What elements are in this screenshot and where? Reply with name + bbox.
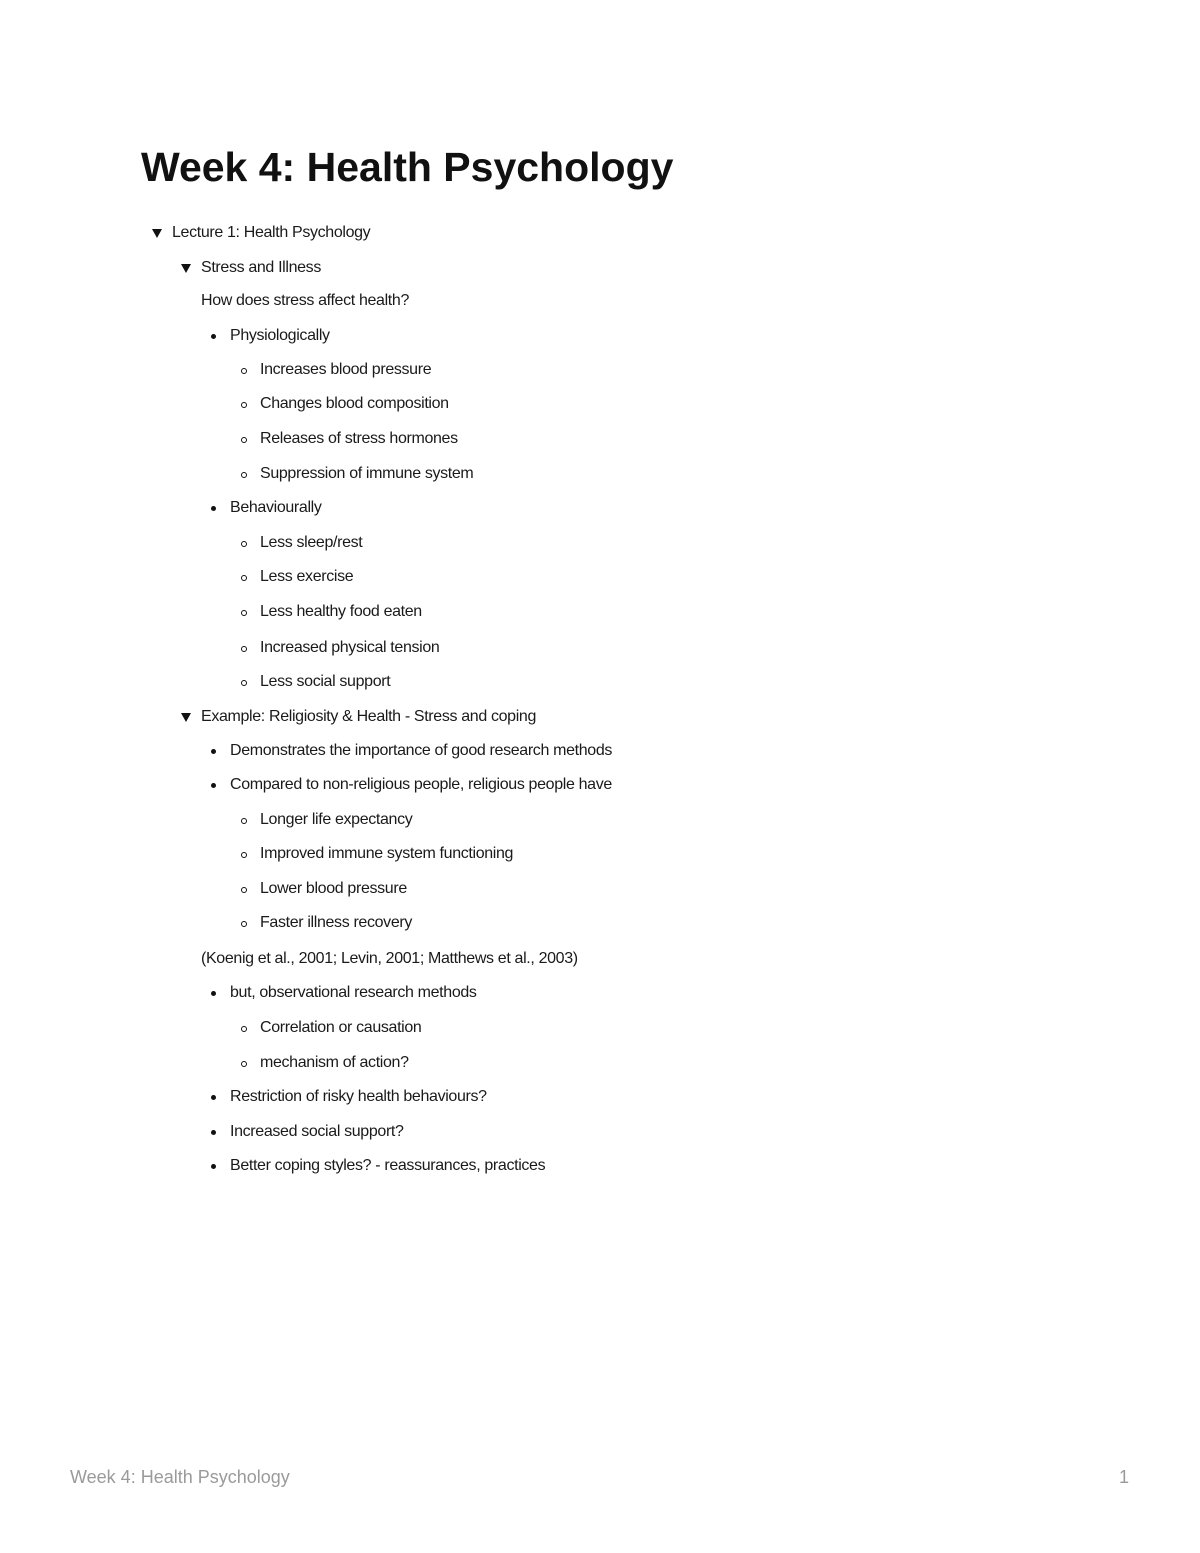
outline-item-text: Releases of stress hormones <box>260 430 458 447</box>
bullet-circle-icon <box>241 437 247 443</box>
list-item <box>241 464 641 484</box>
outline-item-text: Stress and Illness <box>201 259 321 276</box>
outline-item-text: Correlation or causation <box>260 1019 422 1036</box>
bullet-disc-icon <box>211 783 216 788</box>
outline-item-text: Demonstrates the importance of good research methods <box>230 742 613 759</box>
outline-item-text: Behaviourally <box>230 499 322 516</box>
bullet-circle-icon <box>241 575 247 581</box>
outline-item-text: Better coping styles? - reassurances, practices <box>230 1157 546 1174</box>
outline-item-text: (Koenig et al., 2001; Levin, 2001; Matthews et al., 2003) <box>201 950 578 967</box>
outline-item-text: Example: Religiosity & Health - Stress and coping <box>201 708 537 725</box>
bullet-disc-icon <box>211 1164 216 1169</box>
outline-item-text: Less social support <box>260 673 391 690</box>
outline-item-text: Increased physical tension <box>260 639 440 656</box>
outline-toggle-lecture-1[interactable] <box>152 223 452 243</box>
list-item <box>241 533 641 553</box>
list-item <box>241 360 641 380</box>
list-item <box>241 638 641 658</box>
bullet-circle-icon <box>241 541 247 547</box>
list-item <box>211 1156 661 1176</box>
list-item <box>241 602 641 622</box>
list-item <box>211 983 611 1003</box>
bullet-circle-icon <box>241 402 247 408</box>
bullet-circle-icon <box>241 680 247 686</box>
list-item <box>241 429 641 449</box>
bullet-disc-icon <box>211 749 216 754</box>
list-item <box>241 844 641 864</box>
outline-item-text: Lecture 1: Health Psychology <box>172 224 371 241</box>
list-item <box>211 741 711 761</box>
outline-item-text: Changes blood composition <box>260 395 449 412</box>
bullet-circle-icon <box>241 610 247 616</box>
bullet-circle-icon <box>241 852 247 858</box>
citation <box>201 949 701 969</box>
outline-toggle-stress-and-illness[interactable] <box>181 258 481 278</box>
list-item <box>211 1087 611 1107</box>
bullet-circle-icon <box>241 646 247 652</box>
list-item <box>241 879 641 899</box>
outline-toggle-religiosity-example[interactable] <box>181 707 681 727</box>
bullet-circle-icon <box>241 887 247 893</box>
list-item <box>241 913 641 933</box>
bullet-disc-icon <box>211 991 216 996</box>
bullet-circle-icon <box>241 818 247 824</box>
bullet-disc-icon <box>211 1130 216 1135</box>
outline-item-text: Less healthy food eaten <box>260 603 422 620</box>
outline-item-text: Longer life expectancy <box>260 811 413 828</box>
outline-item-text: Compared to non-religious people, religious people have <box>230 776 612 793</box>
list-item <box>211 775 711 795</box>
list-item <box>241 394 641 414</box>
outline-item-text: but, observational research methods <box>230 984 477 1001</box>
bullet-circle-icon <box>241 368 247 374</box>
outline-item-text: Less sleep/rest <box>260 534 363 551</box>
bullet-disc-icon <box>211 334 216 339</box>
bullet-circle-icon <box>241 1061 247 1067</box>
list-item <box>241 672 641 692</box>
triangle-down-icon[interactable] <box>181 264 191 273</box>
bullet-disc-icon <box>211 1095 216 1100</box>
outline-item-text: Improved immune system functioning <box>260 845 514 862</box>
bullet-circle-icon <box>241 1026 247 1032</box>
outline-item-text: How does stress affect health? <box>201 292 409 309</box>
bullet-disc-icon <box>211 506 216 511</box>
outline-item-text: Faster illness recovery <box>260 914 412 931</box>
outline-item-text: Less exercise <box>260 568 354 585</box>
triangle-down-icon[interactable] <box>181 713 191 722</box>
outline-item-text: mechanism of action? <box>260 1054 409 1071</box>
list-item <box>241 810 641 830</box>
outline-item-text: Increased social support? <box>230 1123 404 1140</box>
triangle-down-icon[interactable] <box>152 229 162 238</box>
list-item <box>241 1018 641 1038</box>
outline-item-text: Lower blood pressure <box>260 880 407 897</box>
outline-item-text: Suppression of immune system <box>260 465 474 482</box>
footer-page-number: 1 <box>1118 1467 1129 1487</box>
outline-item-text: Increases blood pressure <box>260 361 432 378</box>
page-title: Week 4: Health Psychology <box>141 144 674 190</box>
list-item <box>211 1122 611 1142</box>
list-item <box>211 326 611 346</box>
list-item <box>211 498 611 518</box>
outline-paragraph <box>201 291 601 311</box>
outline-item-text: Restriction of risky health behaviours? <box>230 1088 487 1105</box>
bullet-circle-icon <box>241 472 247 478</box>
bullet-circle-icon <box>241 921 247 927</box>
list-item <box>241 567 641 587</box>
outline-item-text: Physiologically <box>230 327 330 344</box>
list-item <box>241 1053 641 1073</box>
footer-title: Week 4: Health Psychology <box>70 1467 290 1487</box>
